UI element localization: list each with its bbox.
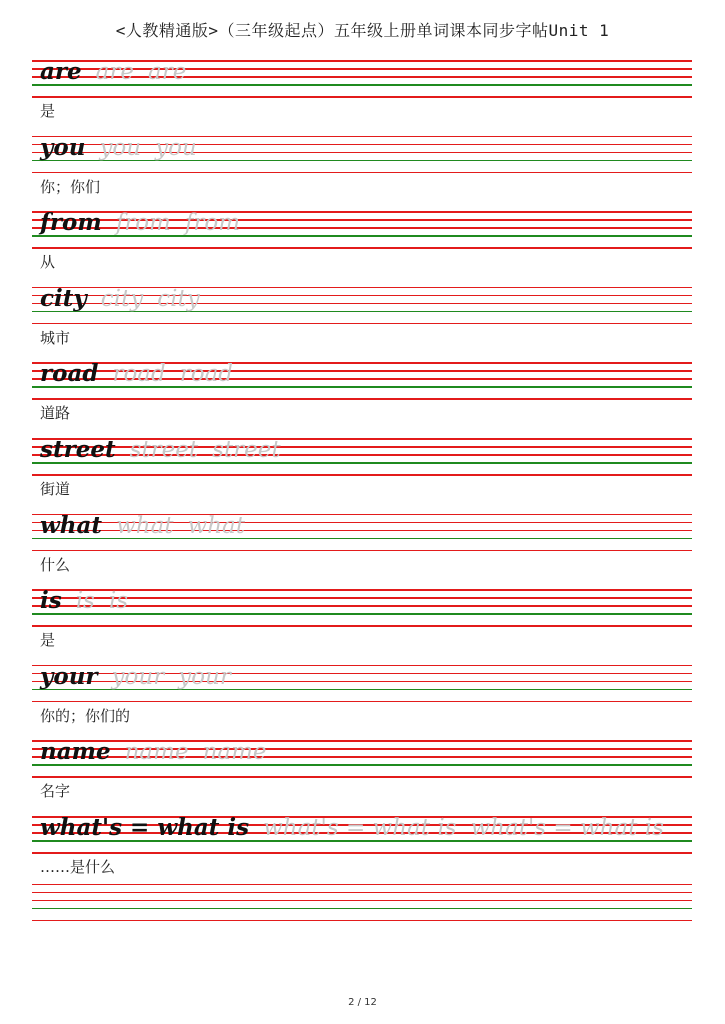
word-trace: city [100, 285, 144, 312]
word-trace: what [116, 512, 174, 539]
word-main: street [40, 436, 116, 463]
word-main: your [40, 662, 98, 690]
word-row [40, 436, 281, 466]
word-trace: what's = what is [263, 815, 457, 841]
word-meaning: 你的；你们的 [40, 706, 131, 725]
word-entry [32, 60, 692, 136]
word-trace: what [187, 512, 245, 539]
word-row [40, 360, 233, 390]
word-trace: from [184, 210, 241, 237]
word-entry [32, 589, 692, 665]
word-main: city [40, 284, 87, 312]
page-number: 2 / 12 [348, 997, 377, 1008]
word-trace: name [202, 739, 267, 766]
word-row [40, 663, 231, 693]
word-meaning: 你；你们 [40, 177, 101, 196]
word-row [40, 512, 245, 542]
guide-line [32, 884, 692, 886]
page-header: <人教精通版>（三年级起点）五年级上册单词课本同步字帖Unit 1 [115, 21, 610, 40]
guide-line [32, 776, 692, 778]
guide-line [32, 589, 692, 591]
word-meaning: 名字 [40, 782, 71, 801]
word-entry [32, 438, 692, 514]
word-trace: are [95, 59, 134, 85]
guide-line [32, 550, 692, 552]
guide-line [32, 172, 692, 174]
guide-line [32, 920, 692, 922]
word-row [40, 738, 267, 768]
guide-line [32, 852, 692, 854]
word-main: what's = what is [40, 814, 250, 841]
guide-line [32, 605, 692, 607]
word-trace: from [115, 210, 171, 237]
guide-line [32, 323, 692, 325]
word-main: road [40, 360, 99, 388]
word-main: you [40, 133, 86, 161]
guide-line [32, 398, 692, 400]
word-trace: is [75, 588, 95, 615]
word-meaning: 道路 [40, 404, 71, 423]
guide-line [32, 701, 692, 703]
guide-line [32, 892, 692, 894]
word-meaning: 是 [40, 102, 56, 120]
word-main: what [40, 511, 103, 539]
word-row [40, 58, 186, 88]
word-entry [32, 211, 692, 287]
word-trace: road [179, 361, 234, 388]
word-meaning: ……是什么 [40, 858, 116, 876]
word-meaning: 街道 [40, 480, 71, 498]
word-main: name [40, 738, 111, 766]
word-trace: your [111, 663, 165, 690]
word-main: from [40, 209, 102, 237]
word-row [40, 285, 200, 315]
word-trace: you [155, 134, 197, 161]
guide-line [32, 96, 692, 98]
guide-line [32, 247, 692, 249]
word-trace: street [129, 437, 199, 463]
guide-line [32, 625, 692, 627]
guide-line [32, 597, 692, 599]
word-trace: street [212, 437, 281, 463]
word-entry [32, 133, 692, 212]
word-trace: city [157, 285, 200, 312]
word-trace: is [108, 588, 129, 615]
word-trace: what's = what is [470, 815, 664, 841]
baseline-guide [32, 908, 692, 910]
word-trace: you [99, 134, 142, 161]
baseline-guide [32, 613, 692, 615]
word-meaning: 城市 [40, 328, 71, 347]
word-trace: are [147, 59, 187, 85]
guide-line [32, 474, 692, 476]
word-entry [32, 662, 692, 741]
blank-practice-row [32, 884, 692, 960]
word-trace: name [124, 739, 189, 766]
word-meaning: 什么 [40, 555, 71, 574]
word-row [40, 209, 240, 239]
word-entry [32, 511, 692, 590]
word-trace: your [178, 663, 231, 690]
word-row [40, 134, 197, 164]
word-meaning: 是 [40, 631, 56, 650]
guide-line [32, 900, 692, 902]
word-trace: road [112, 361, 166, 388]
word-entry [32, 816, 692, 892]
word-main: are [40, 58, 82, 85]
word-meaning: 从 [40, 253, 56, 272]
word-entry [32, 362, 692, 438]
word-main: is [40, 587, 62, 615]
word-row [40, 814, 664, 844]
word-entry [32, 740, 692, 816]
word-row [40, 587, 128, 617]
word-entry [32, 284, 692, 363]
